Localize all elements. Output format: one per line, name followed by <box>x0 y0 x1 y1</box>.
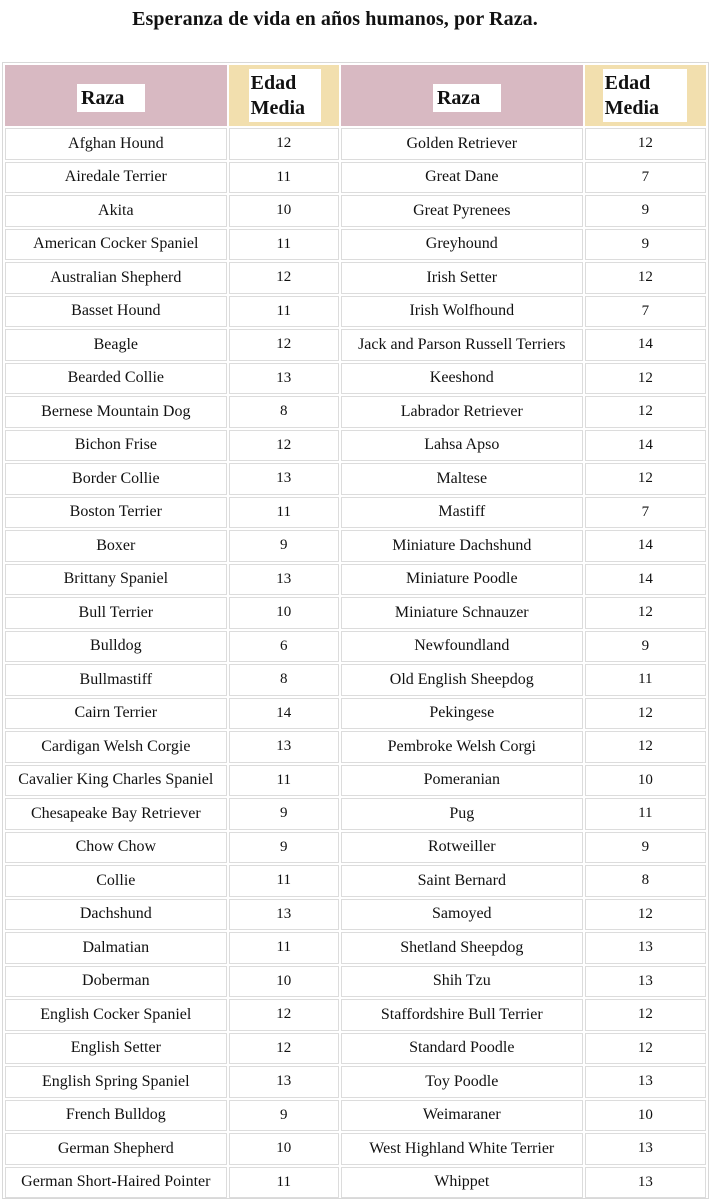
age-cell-left: 13 <box>229 731 339 763</box>
header-row <box>5 65 706 126</box>
breed-cell-right: West Highland White Terrier <box>341 1133 583 1165</box>
breed-cell-right: Newfoundland <box>341 631 583 663</box>
table-row <box>5 865 706 897</box>
age-cell-left: 12 <box>229 999 339 1031</box>
age-cell-left: 11 <box>229 497 339 529</box>
table-row <box>5 1167 706 1199</box>
age-cell-left: 11 <box>229 162 339 194</box>
table-row <box>5 564 706 596</box>
age-cell-right: 12 <box>585 1033 706 1065</box>
breed-cell-right: Whippet <box>341 1167 583 1199</box>
breed-cell-right: Pembroke Welsh Corgi <box>341 731 583 763</box>
age-cell-left: 13 <box>229 899 339 931</box>
breed-cell-right: Miniature Schnauzer <box>341 597 583 629</box>
age-cell-right: 13 <box>585 1133 706 1165</box>
breed-cell-right: Pomeranian <box>341 765 583 797</box>
breed-cell-left: French Bulldog <box>5 1100 227 1132</box>
age-cell-right: 12 <box>585 899 706 931</box>
breed-cell-right: Saint Bernard <box>341 865 583 897</box>
breed-cell-right: Old English Sheepdog <box>341 664 583 696</box>
age-cell-right: 9 <box>585 631 706 663</box>
age-cell-right: 7 <box>585 296 706 328</box>
table-row <box>5 731 706 763</box>
header-edad-left <box>229 65 339 126</box>
age-cell-right: 13 <box>585 966 706 998</box>
header-raza-right <box>341 65 583 126</box>
header-raza-left-label: Raza <box>77 84 145 112</box>
breed-cell-right: Lahsa Apso <box>341 430 583 462</box>
breed-cell-right: Rotweiller <box>341 832 583 864</box>
table-row <box>5 832 706 864</box>
age-cell-left: 11 <box>229 1167 339 1199</box>
breed-cell-left: Brittany Spaniel <box>5 564 227 596</box>
breed-cell-left: Afghan Hound <box>5 128 227 160</box>
age-cell-right: 8 <box>585 865 706 897</box>
age-cell-left: 11 <box>229 229 339 261</box>
breed-cell-left: Doberman <box>5 966 227 998</box>
table-row <box>5 966 706 998</box>
table-row <box>5 396 706 428</box>
breed-cell-right: Mastiff <box>341 497 583 529</box>
age-cell-right: 12 <box>585 396 706 428</box>
breed-cell-right: Miniature Dachshund <box>341 530 583 562</box>
age-cell-left: 13 <box>229 564 339 596</box>
age-cell-left: 10 <box>229 195 339 227</box>
table-row <box>5 597 706 629</box>
age-cell-left: 9 <box>229 798 339 830</box>
breed-cell-left: Dachshund <box>5 899 227 931</box>
age-cell-left: 10 <box>229 1133 339 1165</box>
breed-cell-left: English Cocker Spaniel <box>5 999 227 1031</box>
breed-cell-left: Bichon Frise <box>5 430 227 462</box>
breed-cell-right: Irish Wolfhound <box>341 296 583 328</box>
life-expectancy-table <box>3 63 708 1200</box>
age-cell-left: 11 <box>229 296 339 328</box>
age-cell-right: 7 <box>585 162 706 194</box>
breed-cell-right: Golden Retriever <box>341 128 583 160</box>
breed-cell-left: Boston Terrier <box>5 497 227 529</box>
table-row <box>5 497 706 529</box>
breed-cell-right: Toy Poodle <box>341 1066 583 1098</box>
breed-cell-left: English Spring Spaniel <box>5 1066 227 1098</box>
age-cell-right: 12 <box>585 262 706 294</box>
table-row <box>5 631 706 663</box>
age-cell-left: 12 <box>229 128 339 160</box>
table-row <box>5 363 706 395</box>
age-cell-right: 12 <box>585 597 706 629</box>
life-expectancy-table-container <box>2 62 709 1199</box>
table-row <box>5 1100 706 1132</box>
breed-cell-right: Keeshond <box>341 363 583 395</box>
age-cell-right: 14 <box>585 329 706 361</box>
table-row <box>5 999 706 1031</box>
table-body <box>5 128 706 1198</box>
age-cell-left: 9 <box>229 530 339 562</box>
age-cell-left: 8 <box>229 396 339 428</box>
table-row <box>5 530 706 562</box>
breed-cell-right: Standard Poodle <box>341 1033 583 1065</box>
breed-cell-left: American Cocker Spaniel <box>5 229 227 261</box>
age-cell-right: 10 <box>585 1100 706 1132</box>
breed-cell-left: Border Collie <box>5 463 227 495</box>
table-row <box>5 296 706 328</box>
breed-cell-left: Chesapeake Bay Retriever <box>5 798 227 830</box>
breed-cell-left: Chow Chow <box>5 832 227 864</box>
header-raza-right-label: Raza <box>433 84 501 112</box>
age-cell-right: 13 <box>585 1066 706 1098</box>
age-cell-right: 11 <box>585 798 706 830</box>
breed-cell-right: Irish Setter <box>341 262 583 294</box>
breed-cell-left: Cairn Terrier <box>5 698 227 730</box>
table-row <box>5 1033 706 1065</box>
table-row <box>5 463 706 495</box>
breed-cell-left: Akita <box>5 195 227 227</box>
breed-cell-left: Bernese Mountain Dog <box>5 396 227 428</box>
age-cell-left: 6 <box>229 631 339 663</box>
table-row <box>5 932 706 964</box>
page-title: Esperanza de vida en años humanos, por Raza. <box>132 8 538 30</box>
breed-cell-left: German Shepherd <box>5 1133 227 1165</box>
breed-cell-right: Staffordshire Bull Terrier <box>341 999 583 1031</box>
table-row <box>5 765 706 797</box>
table-row <box>5 162 706 194</box>
breed-cell-left: Basset Hound <box>5 296 227 328</box>
table-row <box>5 1066 706 1098</box>
header-edad-left-label <box>249 69 321 122</box>
age-cell-right: 7 <box>585 497 706 529</box>
age-cell-left: 12 <box>229 262 339 294</box>
age-cell-right: 9 <box>585 832 706 864</box>
breed-cell-left: Dalmatian <box>5 932 227 964</box>
age-cell-right: 11 <box>585 664 706 696</box>
header-edad-left-line1: Edad <box>250 72 297 94</box>
table-row <box>5 262 706 294</box>
breed-cell-left: Collie <box>5 865 227 897</box>
table-row <box>5 329 706 361</box>
age-cell-left: 10 <box>229 966 339 998</box>
age-cell-left: 13 <box>229 363 339 395</box>
breed-cell-right: Shetland Sheepdog <box>341 932 583 964</box>
breed-cell-left: Australian Shepherd <box>5 262 227 294</box>
breed-cell-left: Cardigan Welsh Corgie <box>5 731 227 763</box>
table-row <box>5 899 706 931</box>
breed-cell-right: Jack and Parson Russell Terriers <box>341 329 583 361</box>
breed-cell-left: English Setter <box>5 1033 227 1065</box>
age-cell-left: 8 <box>229 664 339 696</box>
age-cell-right: 12 <box>585 731 706 763</box>
age-cell-right: 13 <box>585 932 706 964</box>
header-raza-left <box>5 65 227 126</box>
header-edad-left-line2: Media <box>250 97 306 119</box>
table-row <box>5 1133 706 1165</box>
breed-cell-right: Pug <box>341 798 583 830</box>
table-row <box>5 698 706 730</box>
age-cell-left: 13 <box>229 1066 339 1098</box>
age-cell-right: 12 <box>585 128 706 160</box>
table-row <box>5 664 706 696</box>
header-edad-right-line1: Edad <box>604 72 651 94</box>
breed-cell-right: Great Dane <box>341 162 583 194</box>
breed-cell-left: German Short-Haired Pointer <box>5 1167 227 1199</box>
age-cell-right: 9 <box>585 229 706 261</box>
breed-cell-right: Great Pyrenees <box>341 195 583 227</box>
age-cell-left: 12 <box>229 1033 339 1065</box>
breed-cell-left: Bearded Collie <box>5 363 227 395</box>
age-cell-right: 14 <box>585 564 706 596</box>
breed-cell-right: Maltese <box>341 463 583 495</box>
age-cell-right: 12 <box>585 463 706 495</box>
age-cell-right: 10 <box>585 765 706 797</box>
age-cell-left: 12 <box>229 430 339 462</box>
breed-cell-right: Greyhound <box>341 229 583 261</box>
breed-cell-right: Samoyed <box>341 899 583 931</box>
age-cell-right: 14 <box>585 430 706 462</box>
age-cell-right: 14 <box>585 530 706 562</box>
age-cell-right: 9 <box>585 195 706 227</box>
breed-cell-right: Labrador Retriever <box>341 396 583 428</box>
age-cell-left: 9 <box>229 832 339 864</box>
age-cell-right: 12 <box>585 698 706 730</box>
age-cell-left: 13 <box>229 463 339 495</box>
breed-cell-right: Miniature Poodle <box>341 564 583 596</box>
age-cell-left: 11 <box>229 865 339 897</box>
breed-cell-right: Shih Tzu <box>341 966 583 998</box>
age-cell-left: 12 <box>229 329 339 361</box>
age-cell-left: 10 <box>229 597 339 629</box>
breed-cell-left: Cavalier King Charles Spaniel <box>5 765 227 797</box>
breed-cell-right: Pekingese <box>341 698 583 730</box>
breed-cell-left: Beagle <box>5 329 227 361</box>
age-cell-right: 12 <box>585 363 706 395</box>
table-header <box>5 65 706 126</box>
breed-cell-right: Weimaraner <box>341 1100 583 1132</box>
table-row <box>5 430 706 462</box>
age-cell-left: 11 <box>229 932 339 964</box>
table-row <box>5 798 706 830</box>
breed-cell-left: Boxer <box>5 530 227 562</box>
age-cell-right: 12 <box>585 999 706 1031</box>
table-row <box>5 128 706 160</box>
table-row <box>5 229 706 261</box>
table-row <box>5 195 706 227</box>
header-edad-right-line2: Media <box>604 97 660 119</box>
age-cell-left: 14 <box>229 698 339 730</box>
age-cell-right: 13 <box>585 1167 706 1199</box>
breed-cell-left: Bullmastiff <box>5 664 227 696</box>
header-edad-right-label <box>603 69 687 122</box>
header-edad-right <box>585 65 706 126</box>
age-cell-left: 9 <box>229 1100 339 1132</box>
breed-cell-left: Bulldog <box>5 631 227 663</box>
age-cell-left: 11 <box>229 765 339 797</box>
breed-cell-left: Bull Terrier <box>5 597 227 629</box>
breed-cell-left: Airedale Terrier <box>5 162 227 194</box>
